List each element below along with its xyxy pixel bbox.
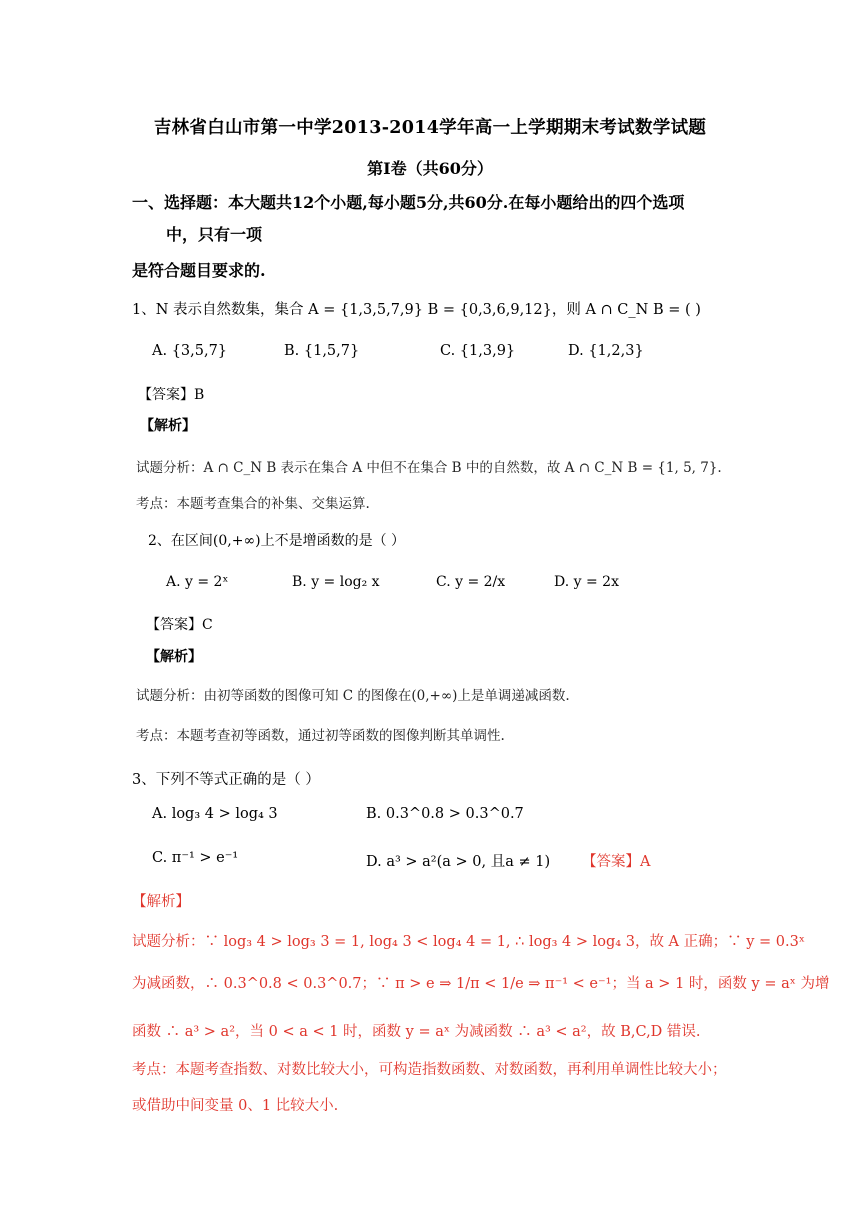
q2-option-c: C. y = 2/x	[436, 574, 506, 590]
q3-analysis-line3: 函数 ∴ a³ > a²，当 0 < a < 1 时，函数 y = aˣ 为减函数 ∴ a³ < a²，故 B,C,D 错误.	[132, 1024, 701, 1040]
q3-analysis-label: 【解析】	[132, 894, 190, 910]
q3-answer: 【答案】A	[582, 854, 651, 870]
q3-analysis-line1: 试题分析：∵ log₃ 4 > log₃ 3 = 1, log₄ 3 < log₄ 4 = 1, ∴ log₃ 4 > log₄ 3，故 A 正确；∵ y = 0.3ˣ	[132, 934, 806, 950]
q2-option-b: B. y = log₂ x	[292, 574, 380, 590]
q1-stem: 1、N 表示自然数集，集合 A = {1,3,5,7,9} B = {0,3,6,9,12}，则 A ∩ C_N B = ( )	[132, 302, 701, 318]
section-heading-line2: 中，只有一项	[166, 225, 263, 244]
q3-point-line1: 考点：本题考查指数、对数比较大小，可构造指数函数、对数函数，再利用单调性比较大小；	[132, 1062, 727, 1078]
q1-point: 考点：本题考查集合的补集、交集运算.	[136, 496, 370, 512]
page-subtitle: 第Ⅰ卷（共60分）	[367, 159, 493, 178]
q1-option-a: A. {3,5,7}	[152, 343, 228, 359]
q1-option-d: D. {1,2,3}	[568, 343, 644, 359]
q2-analysis: 试题分析：由初等函数的图像可知 C 的图像在(0,+∞)上是单调递减函数.	[136, 688, 570, 704]
section-heading: 一、选择题：本大题共12个小题,每小题5分,共60分.在每小题给出的四个选项	[132, 193, 685, 212]
q1-option-c: C. {1,3,9}	[440, 343, 516, 359]
q1-analysis-label: 【解析】	[140, 418, 196, 434]
q1-option-b: B. {1,5,7}	[284, 343, 360, 359]
q1-analysis: 试题分析：A ∩ C_N B 表示在集合 A 中但不在集合 B 中的自然数，故 A ∩ C_N B = {1, 5, 7}.	[136, 460, 722, 476]
q2-point: 考点：本题考查初等函数，通过初等函数的图像判断其单调性.	[136, 728, 505, 744]
q2-answer: 【答案】C	[146, 617, 213, 633]
q3-stem: 3、下列不等式正确的是（ ）	[132, 772, 320, 788]
q3-point-line2: 或借助中间变量 0、1 比较大小.	[132, 1098, 339, 1114]
q3-option-c: C. π⁻¹ > e⁻¹	[152, 850, 239, 866]
q3-analysis-line2: 为减函数，∴ 0.3^0.8 < 0.3^0.7；∵ π > e ⇒ 1/π < 1/e ⇒ π⁻¹ < e⁻¹；当 a > 1 时，函数 y = aˣ 为增	[132, 976, 830, 992]
q2-option-a: A. y = 2ˣ	[166, 574, 229, 590]
q1-answer: 【答案】B	[138, 387, 205, 403]
q2-stem: 2、在区间(0,+∞)上不是增函数的是（ ）	[148, 533, 406, 549]
page-title: 吉林省白山市第一中学2013-2014学年高一上学期期末考试数学试题	[153, 118, 707, 138]
q3-option-a: A. log₃ 4 > log₄ 3	[152, 806, 278, 822]
section-heading-line3: 是符合题目要求的.	[132, 261, 266, 280]
q3-option-b: B. 0.3^0.8 > 0.3^0.7	[366, 806, 524, 822]
q3-option-d: D. a³ > a²(a > 0, 且a ≠ 1)	[366, 854, 551, 870]
q2-analysis-label: 【解析】	[146, 649, 202, 665]
q2-option-d: D. y = 2x	[554, 574, 619, 590]
